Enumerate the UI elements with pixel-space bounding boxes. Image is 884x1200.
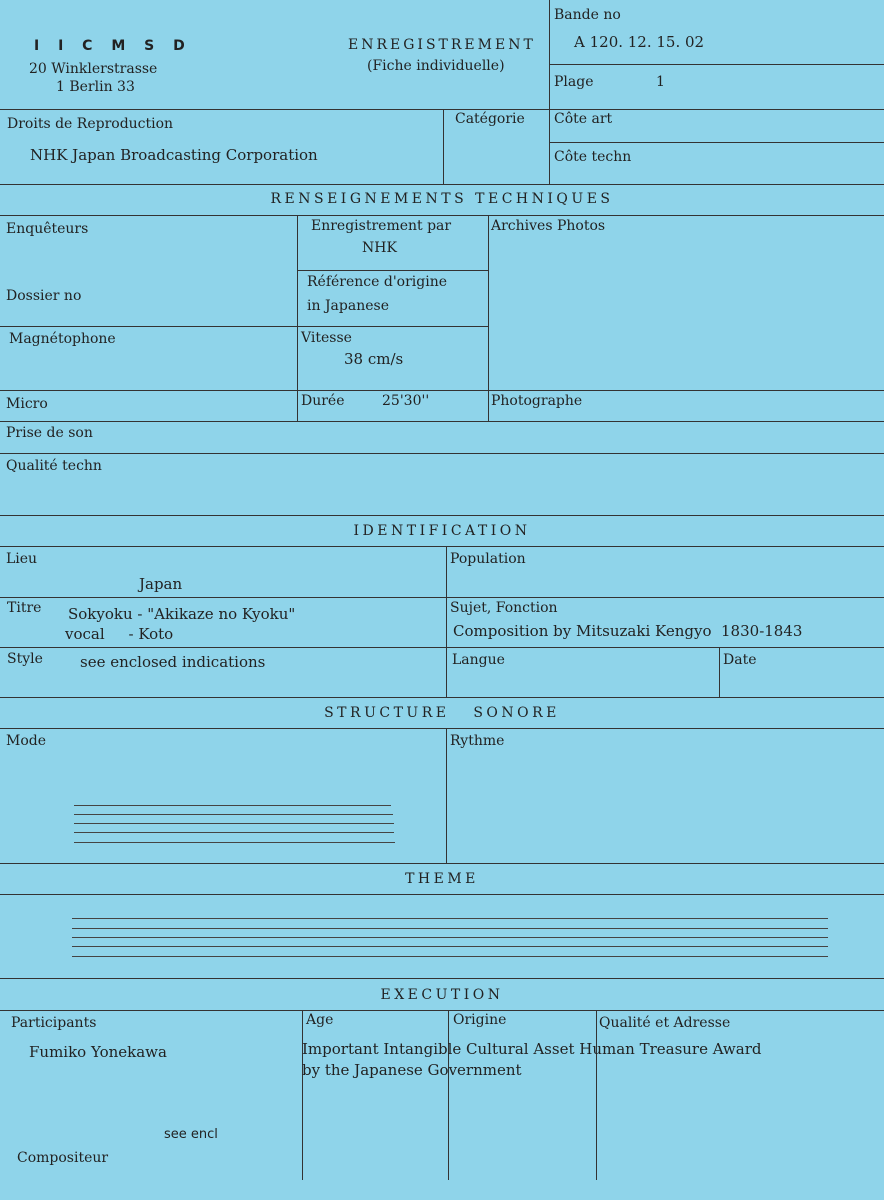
categorie-label: Catégorie	[455, 111, 525, 127]
bande-value: A 120. 12. 15. 02	[574, 33, 705, 51]
rule	[0, 978, 884, 979]
rule	[0, 1010, 884, 1011]
rythme-label: Rythme	[450, 733, 505, 749]
micro-label: Micro	[6, 396, 48, 412]
org-address-city: 1 Berlin 33	[56, 79, 135, 95]
award-line2: by the Japanese Government	[302, 1061, 522, 1079]
rule	[443, 109, 444, 184]
rule	[0, 597, 884, 598]
duree-value: 25'30''	[382, 393, 430, 409]
rule	[550, 142, 884, 143]
rule	[0, 515, 884, 516]
vitesse-label: Vitesse	[301, 330, 352, 346]
sujet-value: Composition by Mitsuzaki Kengyo 1830-1843	[453, 622, 803, 640]
mode-label: Mode	[6, 733, 47, 749]
rule	[0, 546, 884, 547]
rule	[0, 453, 884, 454]
titre-line2: vocal - Koto	[65, 625, 174, 643]
section-title-structure: STRUCTURE SONORE	[324, 705, 560, 721]
cote-art-label: Côte art	[554, 111, 613, 127]
rule	[719, 647, 720, 697]
duree-label: Durée	[301, 393, 345, 409]
rule	[446, 728, 447, 863]
plage-label: Plage	[554, 74, 594, 90]
participants-label: Participants	[11, 1015, 97, 1031]
participant-name: Fumiko Yonekawa	[29, 1043, 167, 1061]
section-title-theme: THEME	[405, 871, 479, 887]
rule	[0, 421, 884, 422]
dossier-label: Dossier no	[6, 288, 82, 304]
org-logo: I I C M S D	[34, 38, 192, 54]
form-title: ENREGISTREMENT	[348, 37, 536, 53]
rights-value: NHK Japan Broadcasting Corporation	[30, 146, 318, 164]
rule	[446, 546, 447, 697]
origine-label: Origine	[453, 1012, 507, 1028]
sujet-label: Sujet, Fonction	[450, 600, 558, 616]
enregistrement-label: Enregistrement par	[311, 218, 452, 234]
style-value: see enclosed indications	[80, 653, 266, 671]
rule	[302, 1010, 303, 1180]
rule	[0, 728, 884, 729]
rule	[0, 647, 884, 648]
qualite-techn-label: Qualité techn	[6, 458, 102, 474]
qualite-adresse-label: Qualité et Adresse	[599, 1015, 731, 1031]
vitesse-value: 38 cm/s	[344, 350, 404, 368]
photographe-label: Photographe	[491, 393, 583, 409]
age-label: Age	[306, 1012, 334, 1028]
rights-label: Droits de Reproduction	[7, 116, 174, 132]
date-label: Date	[723, 652, 757, 668]
reference-value: in Japanese	[307, 298, 389, 314]
langue-label: Langue	[452, 652, 505, 668]
magnetophone-label: Magnétophone	[9, 331, 116, 347]
titre-label: Titre	[7, 600, 42, 616]
bande-label: Bande no	[554, 7, 621, 23]
lieu-label: Lieu	[6, 551, 38, 567]
section-title-tech: RENSEIGNEMENTS TECHNIQUES	[270, 191, 614, 207]
rule	[488, 215, 489, 421]
see-encl-note: see encl	[164, 1127, 218, 1142]
rule	[0, 184, 884, 185]
reference-label: Référence d'origine	[307, 274, 448, 290]
rule	[0, 326, 488, 327]
rule	[297, 215, 298, 421]
rule	[448, 1010, 449, 1180]
rule	[549, 0, 550, 184]
section-title-execution: EXECUTION	[380, 987, 504, 1003]
rule	[0, 894, 884, 895]
enregistrement-value: NHK	[362, 240, 397, 256]
rule	[0, 390, 884, 391]
titre-line1: Sokyoku - "Akikaze no Kyoku"	[68, 605, 296, 623]
lieu-value: Japan	[139, 575, 183, 593]
plage-value: 1	[656, 74, 665, 90]
award-line1: Important Intangible Cultural Asset Human Treasure Award	[302, 1040, 762, 1058]
population-label: Population	[450, 551, 526, 567]
cote-techn-label: Côte techn	[554, 149, 632, 165]
rule	[297, 270, 488, 271]
rule	[596, 1010, 597, 1180]
rule	[0, 863, 884, 864]
org-address-street: 20 Winklerstrasse	[29, 61, 158, 77]
archives-label: Archives Photos	[491, 218, 606, 234]
rule	[550, 64, 884, 65]
style-label: Style	[7, 651, 43, 667]
rule	[0, 109, 884, 110]
rule	[0, 215, 884, 216]
form-subtitle: (Fiche individuelle)	[367, 58, 505, 74]
enqueteurs-label: Enquêteurs	[6, 221, 89, 237]
prise-label: Prise de son	[6, 425, 93, 441]
rule	[0, 697, 884, 698]
compositeur-label: Compositeur	[17, 1150, 109, 1166]
section-title-identification: IDENTIFICATION	[353, 523, 531, 539]
